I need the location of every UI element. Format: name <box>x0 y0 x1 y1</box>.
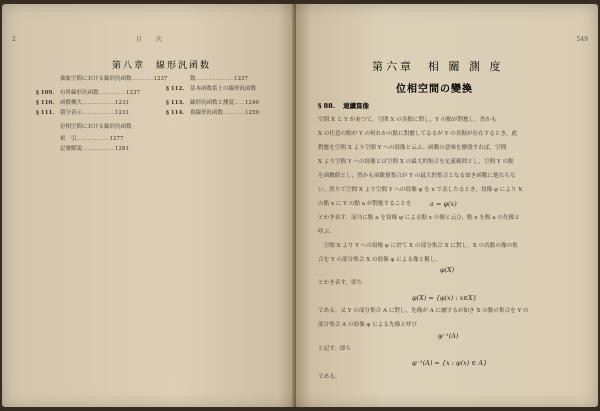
toc-entry: § 114. 複線形汎函数…………1259 <box>166 110 260 116</box>
equation: φ⁻¹(A) = {x : φ(x) ∈ A} <box>412 359 488 367</box>
toc-entry: 数…………………1237 <box>190 76 249 82</box>
left-page-number: 2 <box>12 36 16 43</box>
toc-entry: § 113. 線形汎函数と測度……1240 <box>166 100 260 106</box>
toc-entry: § 110. 函数概大………………1231 <box>36 100 130 106</box>
equation: φ⁻¹(A) <box>438 332 459 340</box>
toc-entry: § 111. 積分表示………………1231 <box>36 110 130 116</box>
body-paragraph: である。又 Y の部分集合 A に對し，先像が A に屬するが如き X の點の集合を Y の 部分集合 A の寫像 φ による先像と呼び <box>318 308 529 328</box>
toc-entry: 索 引………………1277 <box>60 136 124 142</box>
chapter-title: 第六章 相 關 測 度 <box>372 60 504 73</box>
body-paragraph: 空間 X と Y があつて，空間 X の各點に對し，Y の點が對應し，然かも X の任意の點が Y の何れかの點に對應してゐるが Y の各點が存在するとき，此 對應を空間 X より空間 Y への寫像と云ふ。函數の意味を擴張すれば，空間 X より空間 Y への寫像とは空間 X の最大的集合を定義範囲とし，空間 Y の點 を函數値とし，然かも函數値集合が Y の最大的集合となる如き函數に他ならな い。然りて空間 X より空間 Y への寫像 φ を x で表したるとき，寫像 φ により X の點 x に Y の點 a が對應することを <box>318 117 523 207</box>
toc-entry: 記號解說………………1281 <box>60 146 130 152</box>
equation: φ(X) = {φ(x) : x∈X} <box>412 294 477 302</box>
equation: a = φ(x) <box>430 200 457 208</box>
subsection-number: § 88. <box>318 102 335 110</box>
right-page-number: 549 <box>576 36 588 43</box>
toc-entry: 位相空間における線形汎函数 <box>60 124 132 130</box>
toc-entry: 抽象空間における線形汎函数…………1237 <box>60 76 168 82</box>
toc-left-column <box>36 76 166 176</box>
body-paragraph: とかき表す。而乃に點 a を寫像 φ による點 x の像と云ひ，點 x を點 a の先像と 呼ぶ。 空間 X より Y への寫像 φ に於て X の部分集合 X に對し，X の各點の像の集 合を Y の部分集合 X の寫像 φ による像と稱し， <box>318 215 520 263</box>
equation: φ(X) <box>440 266 455 274</box>
section-title: 位相空間の變換 <box>396 84 473 95</box>
toc-chapter-title: 第八章 線形汎函数 <box>112 61 212 71</box>
subsection-title: 連續寫像 <box>342 102 369 110</box>
toc-right-column <box>166 76 290 136</box>
toc-entry: § 112. 基本函数系上の線形汎函数 <box>166 86 257 92</box>
subsection-heading <box>318 101 369 110</box>
toc-entry: § 109. 有界線形汎函数……………1237 <box>36 90 141 96</box>
left-running-header: 目 次 <box>136 36 168 43</box>
body-paragraph: と記す。即ち <box>318 346 352 352</box>
body-paragraph: とかき表す。即ち <box>318 280 363 286</box>
body-paragraph: である。 <box>318 374 341 380</box>
